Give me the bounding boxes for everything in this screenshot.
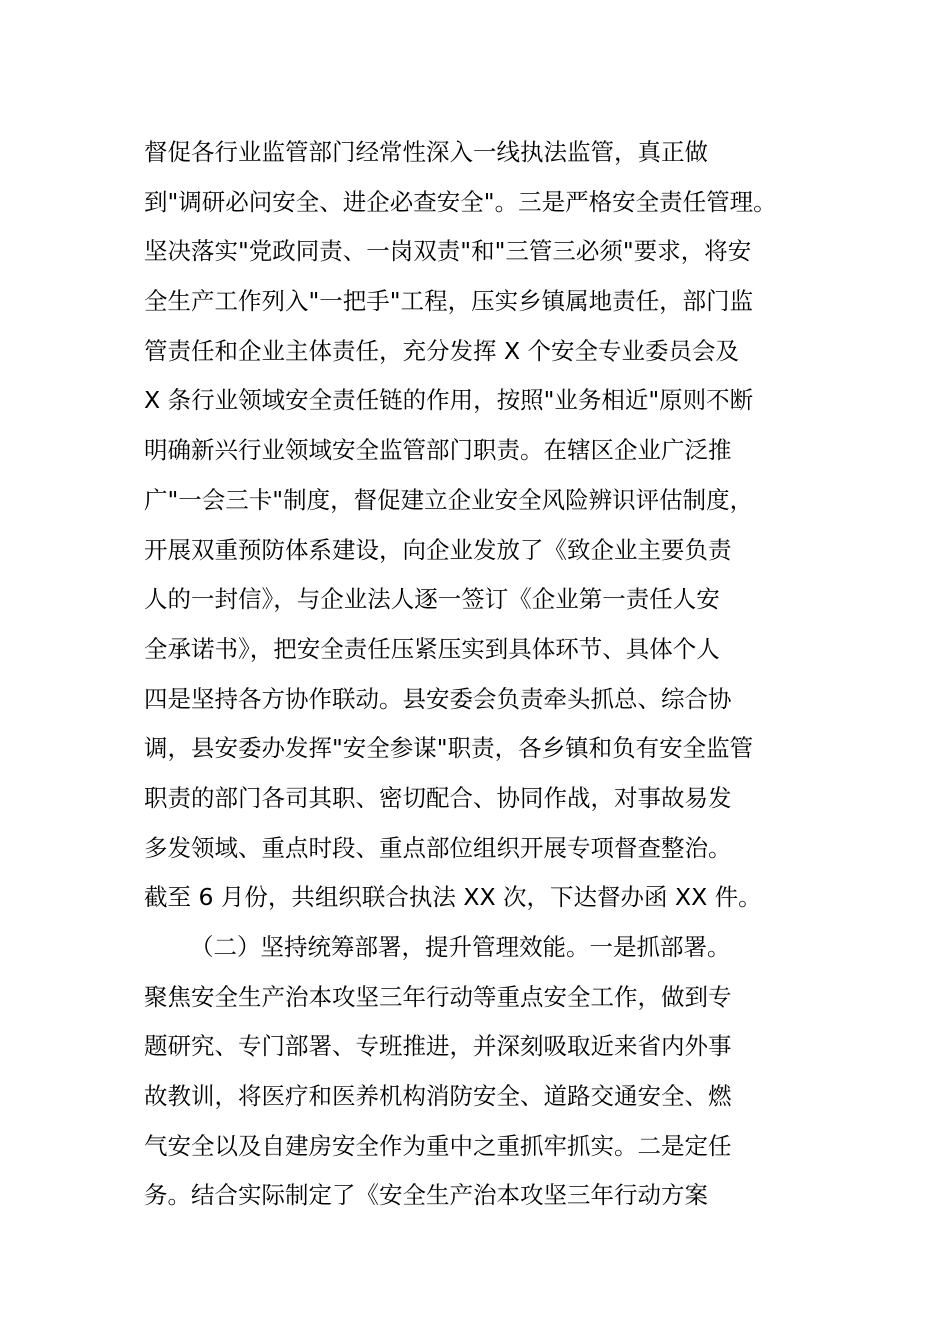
text-line: 坚决落实"党政同责、一岗双责"和"三管三必须"要求，将安 [144, 237, 752, 266]
text-line: 聚焦安全生产治本攻坚三年行动等重点安全工作，做到专 [144, 982, 732, 1011]
text-line: 气安全以及自建房安全作为重中之重抓牢抓实。二是定任 [144, 1131, 732, 1160]
text-line: 题研究、专门部署、专班推进，并深刻吸取近来省内外事 [144, 1032, 732, 1061]
text-line: 明确新兴行业领域安全监管部门职责。在辖区企业广泛推 [144, 436, 732, 465]
text-line: 到"调研必问安全、进企必查安全"。三是严格安全责任管理。 [144, 187, 777, 216]
text-line: 督促各行业监管部门经常性深入一线执法监管，真正做 [144, 138, 708, 166]
section-heading-line: （二）坚持统筹部署，提升管理效能。一是抓部署。 [190, 933, 731, 961]
text-line: 全承诺书》，把安全责任压紧压实到具体环节、具体个人 [144, 634, 720, 663]
text-line: 管责任和企业主体责任，充分发挥 X 个安全专业委员会及 [144, 336, 740, 365]
text-line: 开展双重预防体系建设，向企业发放了《致企业主要负责 [144, 535, 732, 564]
text-line: 务。结合实际制定了《安全生产治本攻坚三年行动方案 [144, 1181, 708, 1210]
text-line: 故教训，将医疗和医养机构消防安全、道路交通安全、燃 [144, 1082, 732, 1111]
text-line: 广"一会三卡"制度，督促建立企业安全风险辨识评估制度， [144, 485, 754, 514]
text-line: X 条行业领域安全责任链的作用，按照"业务相近"原则不断 [144, 386, 754, 415]
text-line: 人的一封信》，与企业法人逐一签订《企业第一责任人安 [144, 585, 720, 614]
text-line: 调，县安委办发挥"安全参谋"职责，各乡镇和负有安全监管 [144, 734, 754, 763]
text-line: 截至 6 月份，共组织联合执法 XX 次，下达督办函 XX 件。 [144, 883, 762, 912]
text-line: 职责的部门各司其职、密切配合、协同作战，对事故易发 [144, 783, 732, 812]
text-line: 四是坚持各方协作联动。县安委会负责牵头抓总、综合协 [144, 684, 732, 713]
text-line: 多发领域、重点时段、重点部位组织开展专项督查整治。 [144, 833, 732, 862]
body-text [144, 128, 824, 1221]
text-line: 全生产工作列入"一把手"工程，压实乡镇属地责任，部门监 [144, 287, 754, 316]
